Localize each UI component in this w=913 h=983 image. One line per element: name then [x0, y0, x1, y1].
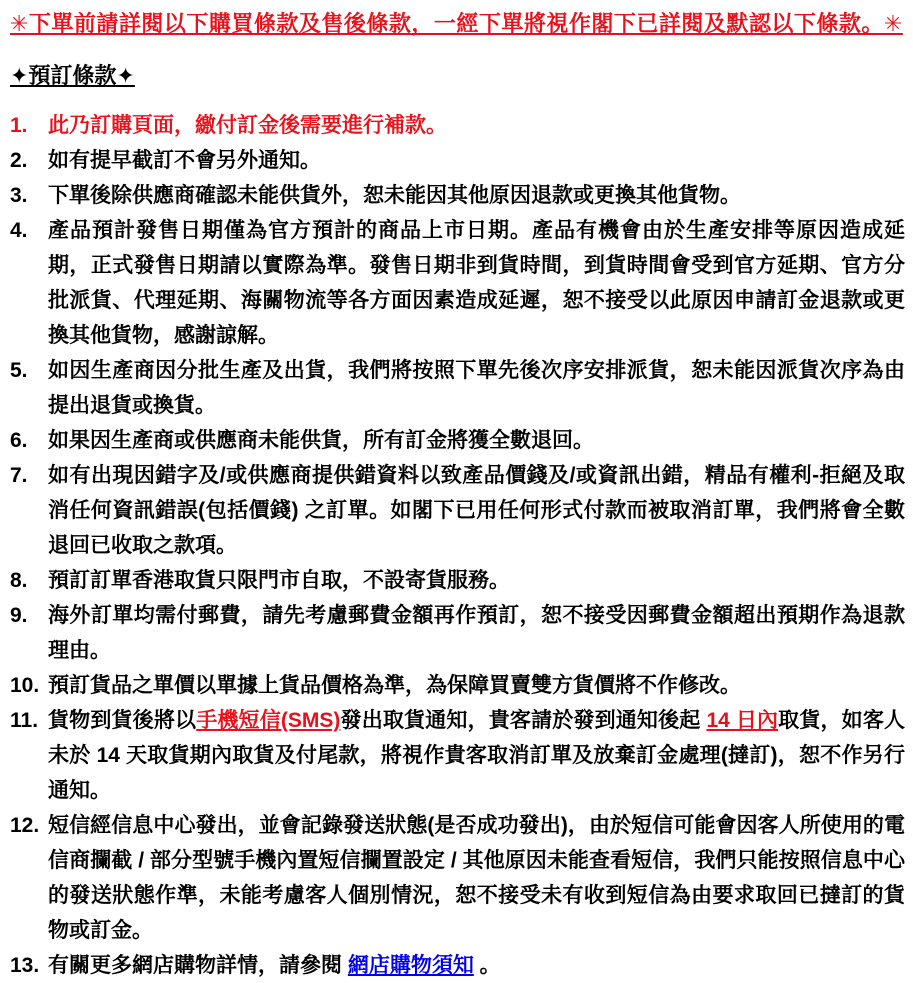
term-text	[48, 149, 321, 172]
term-item-12	[10, 808, 905, 948]
term-number: 10.	[10, 674, 40, 697]
term-text	[48, 359, 905, 417]
term-item-11	[10, 703, 905, 808]
emphasis-red-underline: 14 日內	[706, 709, 779, 732]
term-text	[48, 429, 594, 452]
term-item-7	[10, 458, 905, 563]
term-item-8	[10, 563, 905, 598]
term-text	[48, 604, 905, 662]
term-text	[48, 674, 741, 697]
term-text-segment: 預訂訂單香港取貨只限門市自取，不設寄貨服務。	[48, 569, 510, 592]
term-number: 4.	[10, 219, 28, 242]
terms-list	[10, 108, 905, 983]
purchase-warning-header: ✳下單前請詳閱以下購買條款及售後條款，一經下單將視作閣下已詳閱及默認以下條款。✳	[10, 11, 903, 36]
term-text-segment: 此乃訂購頁面，繳付訂金後需要進行補款。	[48, 114, 447, 137]
term-text	[48, 219, 905, 347]
term-text-segment: 產品預計發售日期僅為官方預計的商品上市日期。產品有機會由於生產安排等原因造成延期，正式發售日期請以實際為準。發售日期非到貨時間，到貨時間會受到官方延期、官方分批派貨、代理延期、海關物流等各方面因素造成延遲，恕不接受以此原因申請訂金退款或更換其他貨物，感謝諒解。	[48, 219, 905, 347]
term-text-segment: 預訂貨品之單價以單據上貨品價格為準，為保障買賣雙方貨價將不作修改。	[48, 674, 741, 697]
term-text-segment: 。	[473, 954, 501, 977]
store-shopping-guide-link[interactable]: 網店購物須知	[347, 954, 474, 977]
term-number: 5.	[10, 359, 28, 382]
term-text-segment: 如有提早截訂不會另外通知。	[48, 149, 321, 172]
term-text-segment: 海外訂單均需付郵費，請先考慮郵費金額再作預訂，恕不接受因郵費金額超出預期作為退款理由。	[48, 604, 905, 662]
term-text-segment: 如有出現因錯字及/或供應商提供錯資料以致產品價錢及/或資訊出錯，精品有權利-拒絕及取消任何資訊錯誤(包括價錢) 之訂單。如閣下已用任何形式付款而被取消訂單，我們將會全數退回已收取之款項。	[48, 464, 905, 557]
term-text-segment: 如果因生產商或供應商未能供貨，所有訂金將獲全數退回。	[48, 429, 594, 452]
term-number: 9.	[10, 604, 28, 627]
term-text	[48, 814, 905, 942]
term-text	[48, 569, 510, 592]
term-text-segment: 發出取貨通知，貴客請於發到通知後起	[340, 709, 707, 732]
term-number: 11.	[10, 709, 39, 732]
term-item-6	[10, 423, 905, 458]
term-text-segment: 有關更多網店購物詳情，請參閱	[48, 954, 348, 977]
term-text	[48, 464, 905, 557]
term-number: 12.	[10, 814, 40, 837]
term-text-segment: 如因生產商因分批生產及出貨，我們將按照下單先後次序安排派貨，恕未能因派貨次序為由提出退貨或換貨。	[48, 359, 905, 417]
term-item-1	[10, 108, 905, 143]
term-text-segment: 貨物到貨後將以	[48, 709, 197, 732]
term-text-segment: 取貨，如客人未於 14 天取貨期內取貨及付尾款，將視作貴客取消訂單及放棄訂金處理(撻訂)，恕不作另行通知。	[48, 709, 906, 802]
term-text-segment: 短信經信息中心發出，並會記錄發送狀態(是否成功發出)，由於短信可能會因客人所使用的電信商攔截 / 部分型號手機內置短信攔置設定 / 其他原因未能查看短信，我們只能按照信息中心的發送狀態作準，未能考慮客人個別情況，恕不接受未有收到短信為由要求取回已撻訂的貨物或訂金。	[48, 814, 905, 942]
term-text	[48, 114, 447, 137]
term-item-2	[10, 143, 905, 178]
term-item-3	[10, 178, 905, 213]
term-text	[48, 954, 501, 977]
term-text-segment: 下單後除供應商確認未能供貨外，恕未能因其他原因退款或更換其他貨物。	[48, 184, 741, 207]
term-text	[48, 184, 741, 207]
term-number: 13.	[10, 954, 40, 977]
term-item-9	[10, 598, 905, 668]
section-title-preorder-terms: ✦預訂條款✦	[10, 63, 135, 88]
term-item-10	[10, 668, 905, 703]
emphasis-red-underline: 手機短信(SMS)	[196, 709, 341, 732]
term-item-13	[10, 948, 905, 983]
term-number: 1.	[10, 114, 28, 137]
term-number: 3.	[10, 184, 28, 207]
term-item-5	[10, 353, 905, 423]
term-item-4	[10, 213, 905, 353]
term-number: 6.	[10, 429, 28, 452]
term-number: 2.	[10, 149, 28, 172]
term-number: 7.	[10, 464, 28, 487]
term-number: 8.	[10, 569, 28, 592]
term-text	[48, 709, 905, 802]
